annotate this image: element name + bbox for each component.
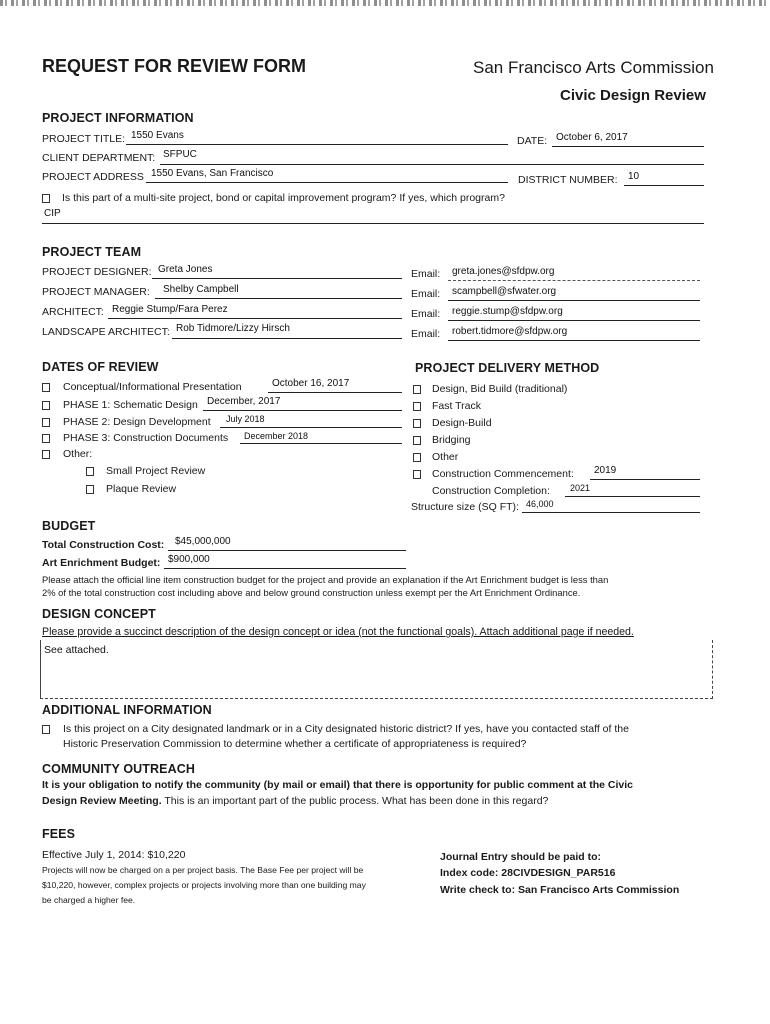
- delivery-dbb-label: Design, Bid Build (traditional): [432, 383, 568, 395]
- completion-value[interactable]: 2021: [570, 483, 591, 493]
- landmark-question-line1: Is this project on a City designated landmark or in a City designated historic district? If yes, have you contacted staff of the: [63, 723, 629, 735]
- budget-heading: BUDGET: [42, 519, 96, 533]
- small-project-label: Small Project Review: [106, 465, 206, 477]
- completion-label: Construction Completion:: [432, 485, 550, 497]
- art-enrichment-value[interactable]: $900,000: [168, 554, 210, 565]
- manager-name[interactable]: Shelby Campbell: [163, 284, 239, 295]
- commencement-checkbox[interactable]: [413, 470, 421, 479]
- plaque-review-label: Plaque Review: [106, 483, 177, 495]
- delivery-designbuild-checkbox[interactable]: [413, 419, 421, 428]
- phase1-label: PHASE 1: Schematic Design: [63, 399, 198, 411]
- manager-email-label: Email:: [411, 288, 441, 300]
- project-address-label: PROJECT ADDRESS: [42, 171, 144, 183]
- architect-email-label: Email:: [411, 308, 441, 320]
- budget-note-line2: 2% of the total construction cost including above and below ground construction unless exempt per the Art Enrichment Ordinance.: [42, 587, 581, 598]
- small-project-checkbox[interactable]: [86, 467, 94, 476]
- conceptual-checkbox[interactable]: [42, 383, 50, 392]
- scan-noise-border: [0, 0, 770, 6]
- structure-size-value[interactable]: 46,000: [526, 499, 554, 509]
- conceptual-label: Conceptual/Informational Presentation: [63, 381, 242, 393]
- design-concept-textarea[interactable]: [40, 640, 713, 699]
- design-concept-answer: See attached.: [44, 644, 109, 656]
- fees-note-line1: Projects will now be charged on a per project basis. The Base Fee per project will be: [42, 865, 364, 875]
- outreach-heading: COMMUNITY OUTREACH: [42, 762, 195, 776]
- outreach-line2-bold: Design Review Meeting.: [42, 795, 162, 807]
- outreach-line1: It is your obligation to notify the community (by mail or email) that there is opportunity for public comment at the Civic: [42, 779, 633, 791]
- phase3-value[interactable]: December 2018: [244, 431, 309, 441]
- delivery-dbb-checkbox[interactable]: [413, 385, 421, 394]
- delivery-fasttrack-label: Fast Track: [432, 400, 482, 412]
- landscape-role-label: LANDSCAPE ARCHITECT:: [42, 326, 170, 338]
- multisite-question: Is this part of a multi-site project, bond or capital improvement program? If yes, which program?: [62, 192, 505, 204]
- designer-name[interactable]: Greta Jones: [158, 264, 213, 275]
- landscape-name[interactable]: Rob Tidmore/Lizzy Hirsch: [176, 323, 290, 334]
- delivery-other-label: Other: [432, 451, 459, 463]
- landscape-email-label: Email:: [411, 328, 441, 340]
- project-info-heading: PROJECT INFORMATION: [42, 111, 194, 125]
- other-date-checkbox[interactable]: [42, 450, 50, 459]
- delivery-designbuild-label: Design-Build: [432, 417, 492, 429]
- landscape-email[interactable]: robert.tidmore@sfdpw.org: [452, 326, 568, 337]
- fees-note-line3: be charged a higher fee.: [42, 895, 136, 905]
- date-label: DATE:: [517, 135, 548, 147]
- manager-email[interactable]: scampbell@sfwater.org: [452, 286, 557, 297]
- fees-heading: FEES: [42, 827, 76, 841]
- plaque-review-checkbox[interactable]: [86, 485, 94, 494]
- dates-heading: DATES OF REVIEW: [42, 360, 159, 374]
- phase1-checkbox[interactable]: [42, 401, 50, 410]
- outreach-line2-rest: This is an important part of the public process. What has been done in this regard?: [161, 795, 549, 807]
- landmark-checkbox[interactable]: [42, 725, 50, 734]
- construction-cost-value[interactable]: $45,000,000: [175, 536, 231, 547]
- dept-name: Civic Design Review: [560, 87, 706, 104]
- delivery-fasttrack-checkbox[interactable]: [413, 402, 421, 411]
- delivery-heading: PROJECT DELIVERY METHOD: [415, 361, 600, 375]
- architect-role-label: ARCHITECT:: [42, 306, 104, 318]
- budget-note-line1: Please attach the official line item construction budget for the project and provide an explanation if the Art Enrichment budget is less than: [42, 574, 609, 585]
- client-dept-value[interactable]: SFPUC: [163, 149, 197, 160]
- project-title-value[interactable]: 1550 Evans: [131, 130, 184, 141]
- date-value[interactable]: October 6, 2017: [556, 132, 628, 143]
- org-name: San Francisco Arts Commission: [473, 58, 714, 77]
- phase3-checkbox[interactable]: [42, 434, 50, 443]
- additional-info-heading: ADDITIONAL INFORMATION: [42, 703, 212, 717]
- architect-email[interactable]: reggie.stump@sfdpw.org: [452, 306, 563, 317]
- fees-note-line2: $10,220, however, complex projects or projects involving more than one building may: [42, 880, 366, 890]
- index-code-text: Index code: 28CIVDESIGN_PAR516: [440, 867, 616, 879]
- delivery-bridging-checkbox[interactable]: [413, 436, 421, 445]
- art-enrichment-label: Art Enrichment Budget:: [42, 557, 161, 569]
- fees-effective: Effective July 1, 2014: $10,220: [42, 849, 186, 861]
- designer-role-label: PROJECT DESIGNER:: [42, 266, 152, 278]
- phase2-checkbox[interactable]: [42, 418, 50, 427]
- conceptual-value[interactable]: October 16, 2017: [272, 378, 350, 389]
- outreach-line2: [42, 795, 548, 807]
- journal-entry-text: Journal Entry should be paid to:: [440, 851, 602, 863]
- landmark-question-line2: Historic Preservation Commission to determine whether a certificate of appropriateness is required?: [63, 738, 527, 750]
- client-dept-label: CLIENT DEPARTMENT:: [42, 152, 156, 164]
- other-date-label: Other:: [63, 448, 93, 460]
- multisite-answer[interactable]: CIP: [44, 208, 61, 219]
- designer-email-label: Email:: [411, 268, 441, 280]
- design-concept-heading: DESIGN CONCEPT: [42, 607, 156, 621]
- delivery-other-checkbox[interactable]: [413, 453, 421, 462]
- project-team-heading: PROJECT TEAM: [42, 245, 142, 259]
- phase1-value[interactable]: December, 2017: [207, 396, 281, 407]
- commencement-value[interactable]: 2019: [594, 465, 617, 476]
- architect-name[interactable]: Reggie Stump/Fara Perez: [112, 304, 228, 315]
- phase2-label: PHASE 2: Design Development: [63, 416, 211, 428]
- project-title-label: PROJECT TITLE:: [42, 133, 126, 145]
- delivery-bridging-label: Bridging: [432, 434, 471, 446]
- district-label: DISTRICT NUMBER:: [518, 174, 618, 186]
- phase2-value[interactable]: July 2018: [226, 414, 265, 424]
- manager-role-label: PROJECT MANAGER:: [42, 286, 150, 298]
- construction-cost-label: Total Construction Cost:: [42, 539, 165, 551]
- form-title: REQUEST FOR REVIEW FORM: [42, 56, 307, 76]
- project-address-value[interactable]: 1550 Evans, San Francisco: [151, 168, 274, 179]
- commencement-label: Construction Commencement:: [432, 468, 574, 480]
- design-instruction: Please provide a succinct description of the design concept or idea (not the functional goals). Attach additional page if needed.: [42, 626, 634, 638]
- district-value[interactable]: 10: [628, 171, 640, 182]
- phase3-label: PHASE 3: Construction Documents: [63, 432, 229, 444]
- structure-size-label: Structure size (SQ FT):: [411, 501, 519, 513]
- multisite-checkbox[interactable]: [42, 194, 50, 203]
- designer-email[interactable]: greta.jones@sfdpw.org: [452, 266, 555, 277]
- write-check-text: Write check to: San Francisco Arts Commission: [440, 884, 680, 896]
